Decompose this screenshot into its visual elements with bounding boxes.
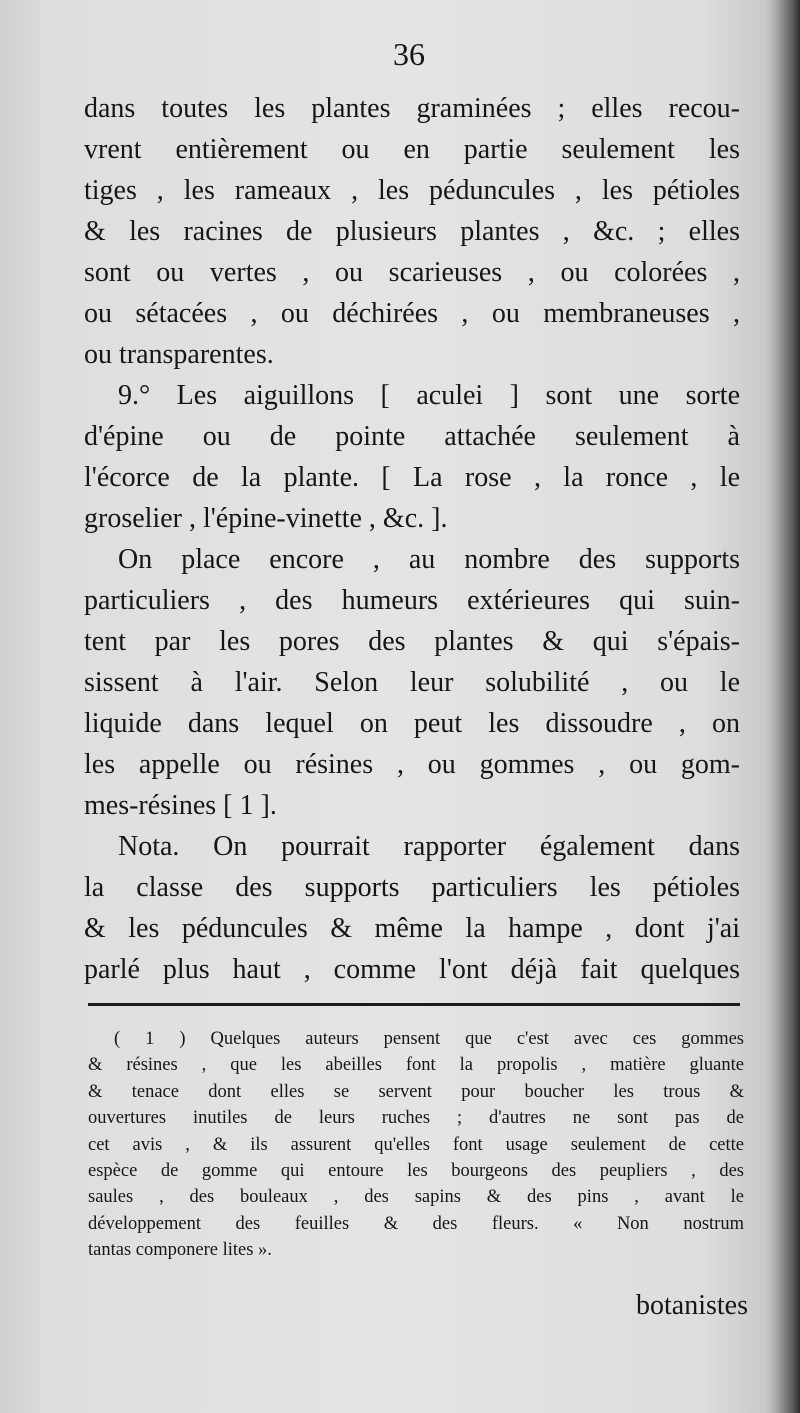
- catchword: botanistes: [636, 1290, 748, 1321]
- footnote-line: cet avis , & ils assurent qu'elles font usage seulement de cette: [88, 1134, 744, 1155]
- binding-shadow: [766, 0, 800, 1413]
- text-line: groselier , l'épine-vinette , &c. ].: [84, 503, 448, 534]
- text-line: les appelle ou résines , ou gommes , ou gom-: [84, 749, 740, 780]
- text-line: dans toutes les plantes graminées ; elles recou-: [84, 93, 740, 124]
- footnote-rule: [88, 1003, 740, 1006]
- text-line: d'épine ou de pointe attachée seulement à: [84, 421, 740, 452]
- text-line: sont ou vertes , ou scarieuses , ou colorées ,: [84, 257, 740, 288]
- main-text: [84, 88, 740, 990]
- text-line: liquide dans lequel on peut les dissoudre , on: [84, 708, 740, 739]
- footnote-line: & tenace dont elles se servent pour boucher les trous &: [88, 1081, 744, 1102]
- text-line: l'écorce de la plante. [ La rose , la ronce , le: [84, 462, 740, 493]
- text-line: Nota. On pourrait rapporter également dans: [118, 831, 740, 862]
- footnote-line: tantas componere lites ».: [88, 1240, 272, 1261]
- footnote-line: ( 1 ) Quelques auteurs pensent que c'est avec ces gommes: [114, 1029, 744, 1049]
- text-line: On place encore , au nombre des supports: [118, 544, 740, 575]
- text-line: ou sétacées , ou déchirées , ou membraneuses ,: [84, 298, 740, 329]
- text-line: tiges , les rameaux , les péduncules , les pétioles: [84, 175, 740, 206]
- text-line: la classe des supports particuliers les pétioles: [84, 872, 740, 903]
- text-line: & les péduncules & même la hampe , dont j'ai: [84, 913, 740, 944]
- text-line: particuliers , des humeurs extérieures qui suin-: [84, 585, 740, 616]
- text-line: mes-résines [ 1 ].: [84, 790, 277, 821]
- text-line: 9.° Les aiguillons [ aculei ] sont une sorte: [118, 380, 740, 411]
- footnote-line: développement des feuilles & des fleurs. « Non nostrum: [88, 1213, 744, 1234]
- footnote: [88, 1026, 744, 1264]
- page-number: 36: [393, 36, 425, 72]
- text-line: & les racines de plusieurs plantes , &c. ; elles: [84, 216, 740, 247]
- footnote-line: ouvertures inutiles de leurs ruches ; d'autres ne sont pas de: [88, 1108, 744, 1129]
- footnote-line: espèce de gomme qui entoure les bourgeons des peupliers , des: [88, 1161, 744, 1182]
- footnote-line: & résines , que les abeilles font la propolis , matière gluante: [88, 1055, 744, 1076]
- text-line: tent par les pores des plantes & qui s'épais-: [84, 626, 740, 657]
- text-line: vrent entièrement ou en partie seulement les: [84, 134, 740, 165]
- footnote-line: saules , des bouleaux , des sapins & des pins , avant le: [88, 1187, 744, 1208]
- text-line: ou transparentes.: [84, 339, 274, 370]
- text-line: sissent à l'air. Selon leur solubilité , ou le: [84, 667, 740, 698]
- text-line: parlé plus haut , comme l'ont déjà fait quelques: [84, 954, 740, 985]
